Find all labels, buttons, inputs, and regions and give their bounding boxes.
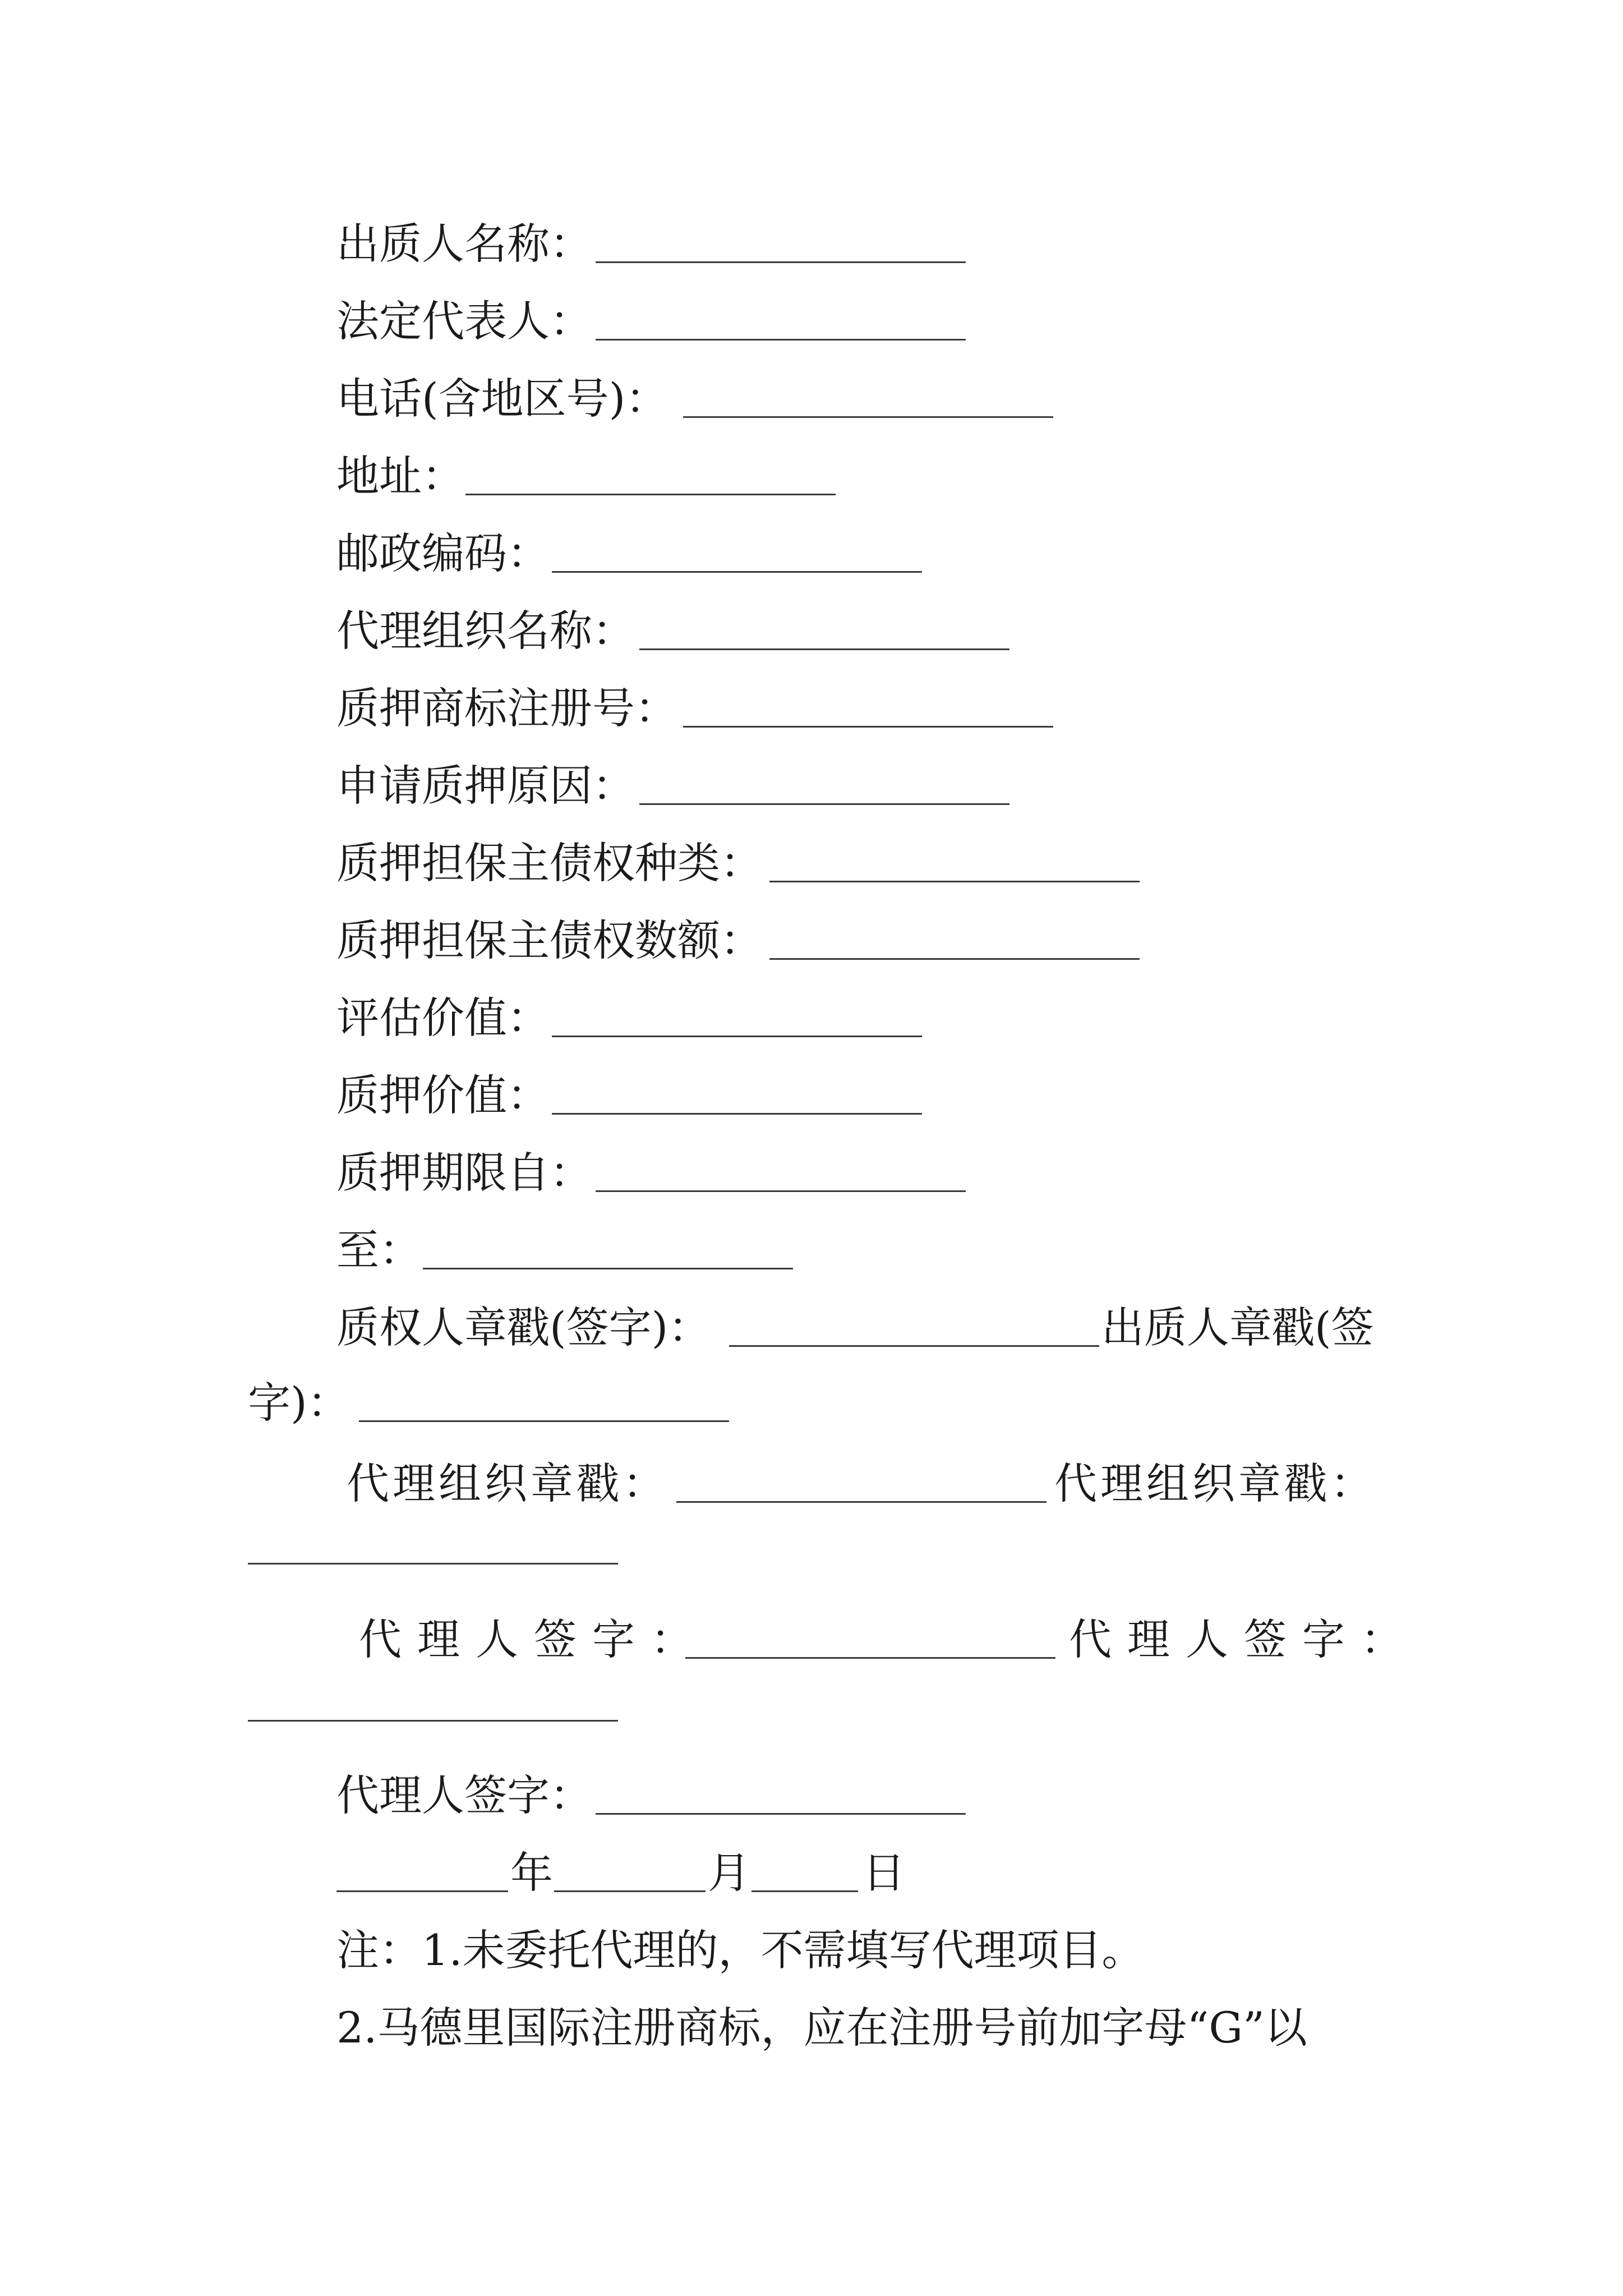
- assess-value-blank[interactable]: [552, 1036, 922, 1037]
- postal-blank[interactable]: [552, 571, 922, 573]
- agent-sign-label-3: 代理人签字：: [336, 1770, 592, 1820]
- debt-amount-label: 质押担保主债权数额：: [336, 915, 763, 965]
- term-from-blank[interactable]: [596, 1190, 966, 1192]
- assess-value-label: 评估价值：: [336, 993, 550, 1043]
- debt-type-label: 质押担保主债权种类：: [336, 838, 763, 888]
- month-blank[interactable]: [554, 1890, 706, 1892]
- legal-rep-label: 法定代表人：: [336, 296, 592, 346]
- reason-label: 申请质押原因：: [336, 761, 635, 811]
- agent-sign-label-2: 代理人签字：: [1069, 1614, 1419, 1664]
- agent-org-seal-label-1: 代理组织章戳：: [347, 1458, 668, 1508]
- phone-label: 电话(含地区号)：: [336, 374, 668, 424]
- term-to-blank[interactable]: [423, 1268, 793, 1269]
- pledge-value-label: 质押价值：: [336, 1070, 550, 1120]
- pledgor-name-label: 出质人名称：: [336, 219, 592, 269]
- legal-rep-blank[interactable]: [596, 339, 966, 341]
- debt-type-blank[interactable]: [769, 881, 1140, 882]
- year-label: 年: [510, 1848, 553, 1898]
- postal-label: 邮政编码：: [336, 528, 550, 578]
- note-1: 注：1.未委托代理的，不需填写代理项目。: [336, 1925, 1145, 1975]
- pledgee-seal-blank[interactable]: [729, 1345, 1099, 1347]
- term-from-label: 质押期限自：: [336, 1148, 592, 1198]
- year-blank[interactable]: [336, 1890, 508, 1892]
- note-2: 2.马德里国际注册商标，应在注册号前加字母“G”以: [336, 2003, 1307, 2053]
- pledgor-seal-blank[interactable]: [359, 1420, 729, 1422]
- tm-reg-no-label: 质押商标注册号：: [336, 683, 677, 733]
- debt-amount-blank[interactable]: [769, 958, 1140, 960]
- agent-sign-blank-2[interactable]: [248, 1720, 618, 1722]
- reason-blank[interactable]: [639, 803, 1009, 805]
- day-blank[interactable]: [751, 1890, 858, 1892]
- pledgor-seal-label: 出质人章戳(签: [1101, 1303, 1374, 1352]
- agent-sign-label-1: 代理人签字：: [359, 1614, 709, 1664]
- pledgor-seal-label-cont: 字)：: [248, 1378, 350, 1428]
- pledgor-name-blank[interactable]: [596, 261, 966, 263]
- month-label: 月: [708, 1848, 750, 1898]
- agent-org-label: 代理组织名称：: [336, 606, 635, 656]
- tm-reg-no-blank[interactable]: [683, 726, 1053, 728]
- agent-sign-blank-3[interactable]: [596, 1813, 966, 1815]
- address-label: 地址：: [336, 451, 464, 501]
- agent-org-seal-blank-1[interactable]: [676, 1501, 1046, 1503]
- address-blank[interactable]: [465, 494, 836, 495]
- pledge-value-blank[interactable]: [552, 1113, 922, 1115]
- agent-org-seal-blank-2[interactable]: [248, 1563, 618, 1565]
- phone-blank[interactable]: [683, 416, 1053, 418]
- agent-sign-blank-1[interactable]: [685, 1657, 1055, 1659]
- agent-org-seal-label-2: 代理组织章戳：: [1054, 1458, 1376, 1508]
- agent-org-blank[interactable]: [639, 648, 1009, 650]
- term-to-label: 至：: [336, 1225, 422, 1275]
- day-label: 日: [863, 1848, 905, 1898]
- pledgee-seal-label: 质权人章戳(签字)：: [336, 1303, 711, 1352]
